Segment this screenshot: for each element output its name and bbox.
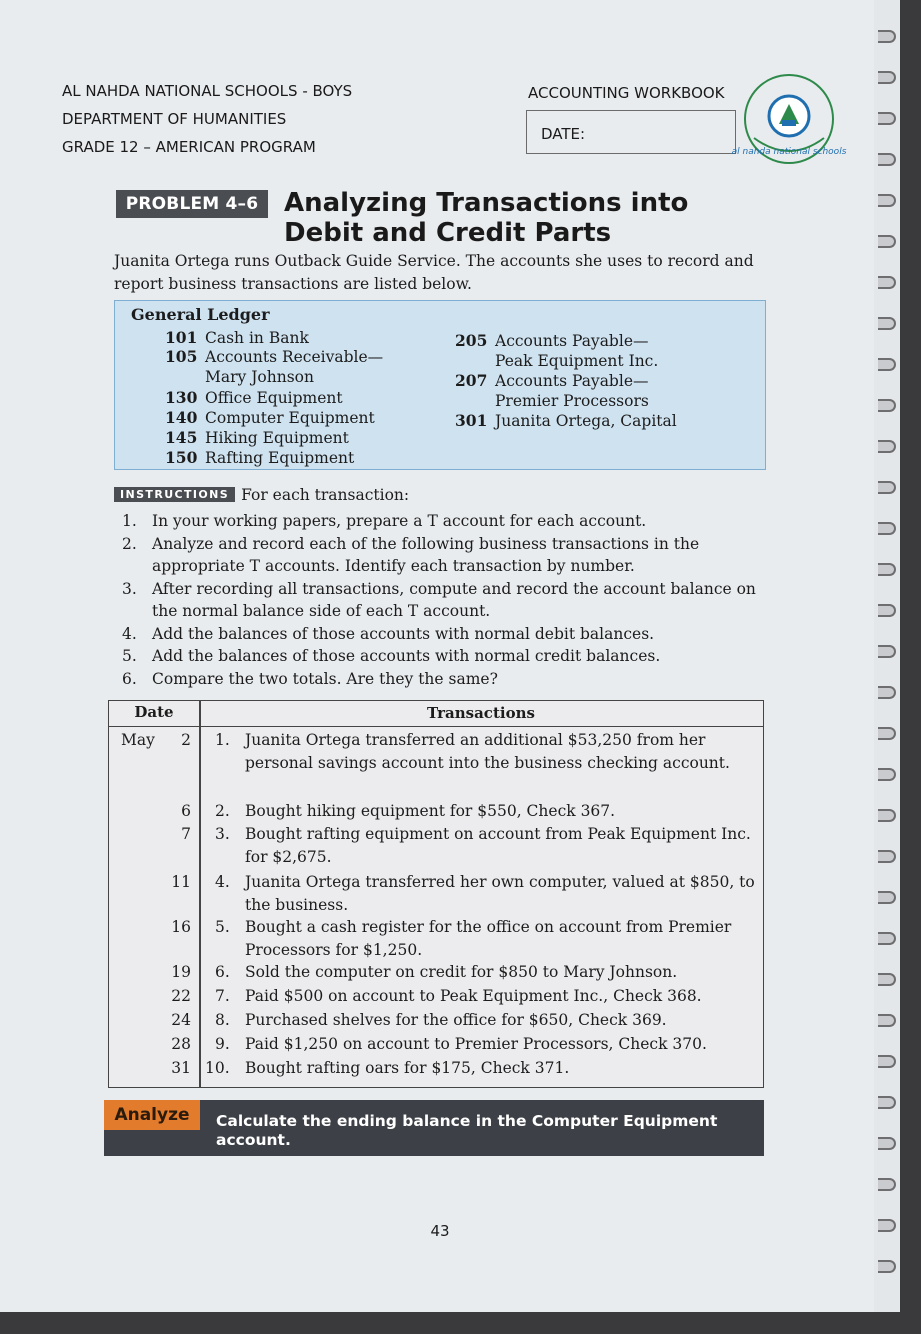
page-number: 43	[430, 1222, 450, 1240]
spiral-ring	[878, 358, 896, 371]
ledger-account: 130 Office Equipment	[165, 388, 343, 407]
spiral-ring	[878, 686, 896, 699]
spiral-ring	[878, 1055, 896, 1068]
spiral-ring	[878, 645, 896, 658]
day-cell: 2	[181, 731, 191, 749]
analyze-badge: Analyze	[104, 1100, 200, 1130]
spiral-ring	[878, 850, 896, 863]
problem-badge: PROBLEM 4–6	[116, 190, 268, 218]
instruction-step: 4. Add the balances of those accounts with normal debit balances.	[122, 624, 655, 643]
spiral-ring	[878, 768, 896, 781]
instruction-step: 2. Analyze and record each of the following business transactions in the appropriate T accounts. Identify each transaction by number.	[122, 534, 700, 575]
spiral-ring	[878, 71, 896, 84]
month-cell: May	[121, 731, 155, 749]
instructions-lead: For each transaction:	[241, 486, 410, 504]
column-header-transactions: Transactions	[427, 704, 535, 722]
analyze-text: Calculate the ending balance in the Computer Equipment account.	[216, 1112, 718, 1149]
spiral-ring	[878, 1137, 896, 1150]
spiral-ring	[878, 973, 896, 986]
spiral-ring	[878, 809, 896, 822]
problem-title	[284, 188, 804, 248]
logo-text: al nahda national schools	[731, 147, 847, 157]
spiral-ring	[878, 1219, 896, 1232]
spiral-ring	[878, 522, 896, 535]
school-name: AL NAHDA NATIONAL SCHOOLS - BOYS	[62, 82, 353, 100]
spiral-ring	[878, 153, 896, 166]
spiral-ring	[878, 317, 896, 330]
problem-title-line1: Analyzing Transactions into	[284, 188, 689, 218]
problem-intro: Juanita Ortega runs Outback Guide Service. The accounts she uses to record and report business transactions are listed below.	[114, 252, 754, 293]
analyze-bar	[104, 1100, 764, 1156]
ledger-account: 205 Accounts Payable— Peak Equipment Inc.	[455, 331, 659, 370]
spiral-ring	[878, 604, 896, 617]
spiral-binding	[874, 0, 900, 1312]
ledger-account: 150 Rafting Equipment	[165, 448, 355, 467]
spiral-ring	[878, 1178, 896, 1191]
column-divider	[199, 701, 201, 1087]
ledger-account: 105 Accounts Receivable— Mary Johnson	[165, 347, 384, 386]
instructions-badge: INSTRUCTIONS	[114, 487, 235, 502]
instruction-step: 6. Compare the two totals. Are they the same?	[122, 669, 498, 688]
spiral-ring	[878, 399, 896, 412]
date-field[interactable]	[526, 110, 736, 154]
instruction-steps	[122, 510, 762, 690]
day-cell: 11	[171, 873, 191, 891]
general-ledger-title: General Ledger	[131, 305, 270, 324]
day-cell: 22	[171, 987, 191, 1005]
spiral-ring	[878, 891, 896, 904]
spiral-ring	[878, 481, 896, 494]
instructions-header	[114, 486, 409, 504]
ledger-account: 301 Juanita Ortega, Capital	[455, 411, 677, 430]
spiral-ring	[878, 1096, 896, 1109]
ledger-account: 140 Computer Equipment	[165, 408, 375, 427]
spiral-ring	[878, 727, 896, 740]
table-header	[109, 701, 763, 727]
spiral-ring	[878, 30, 896, 43]
ledger-account: 101 Cash in Bank	[165, 328, 309, 347]
spiral-ring	[878, 235, 896, 248]
day-cell: 16	[171, 918, 191, 936]
ledger-account: 207 Accounts Payable— Premier Processors	[455, 371, 649, 410]
ledger-account: 145 Hiking Equipment	[165, 428, 349, 447]
school-logo-icon	[731, 72, 847, 166]
general-ledger-box	[114, 300, 766, 470]
spiral-ring	[878, 194, 896, 207]
spiral-ring	[878, 276, 896, 289]
day-cell: 31	[171, 1059, 191, 1077]
day-cell: 24	[171, 1011, 191, 1029]
department-name: DEPARTMENT OF HUMANITIES	[62, 110, 287, 128]
spiral-ring	[878, 932, 896, 945]
transactions-table: Date Transactions May 2 1. Juanita Ortega transferred an additional $53,250 from her personal savings account into the business checking account. 6 2. Bought hiking equipment for $550, Check 367. 7 3. Bought rafting equipment on account from Peak Equipment Inc. for $2,675. 11 4. Juanita Ortega transferred her own computer, valued at $850, to the business. 16 5. Bought a cash register for the office on account from Premier Processors for $1,250. 19 6. Sold the computer on credit for $850 to Mary Johnson. 22 7. Paid $500 on account to Peak Equipment Inc., Check 368. 24 8. Purchased shelves for the office for $650, Check 369. 28 9. Paid $1,250 on account to Premier Processors, Check 370. 31 10. Bought rafting oars for $175, Check 371.	[108, 700, 764, 1088]
spiral-ring	[878, 563, 896, 576]
workbook-title: ACCOUNTING WORKBOOK	[528, 84, 725, 102]
column-header-date: Date	[134, 703, 174, 721]
day-cell: 6	[181, 802, 191, 820]
day-cell: 28	[171, 1035, 191, 1053]
date-label: DATE:	[541, 125, 586, 143]
spiral-ring	[878, 112, 896, 125]
instruction-step: 5. Add the balances of those accounts with normal credit balances.	[122, 647, 661, 665]
grade-label: GRADE 12 – AMERICAN PROGRAM	[62, 138, 316, 156]
day-cell: 7	[181, 825, 191, 843]
spiral-ring	[878, 1014, 896, 1027]
day-cell: 19	[171, 963, 191, 981]
problem-title-line2: Debit and Credit Parts	[284, 218, 612, 248]
spiral-ring	[878, 1260, 896, 1273]
instruction-step: 3. After recording all transactions, compute and record the account balance on the normal balance side of each T account.	[122, 579, 756, 620]
spiral-ring	[878, 440, 896, 453]
instruction-step: 1. In your working papers, prepare a T account for each account.	[122, 512, 647, 530]
